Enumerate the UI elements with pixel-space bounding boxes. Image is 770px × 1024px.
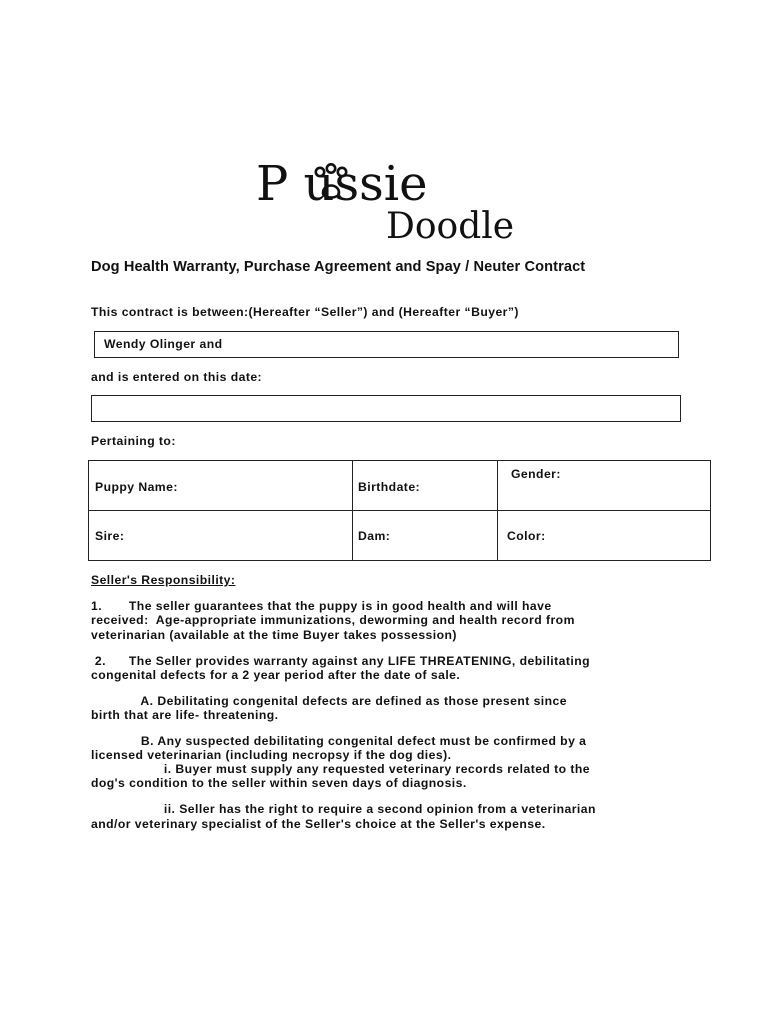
clause-2-line: 2. The Seller provides warranty against any LIFE THREATENING, debilitating	[91, 654, 590, 668]
document-title: Dog Health Warranty, Purchase Agreement and Spay / Neuter Contract	[91, 259, 586, 275]
pertaining-table	[88, 460, 711, 561]
gender-cell[interactable]	[498, 461, 711, 511]
pertaining-label: Pertaining to:	[91, 434, 176, 448]
dam-label: Dam:	[358, 529, 391, 543]
clause-b-line: B. Any suspected debilitating congenital defect must be confirmed by a	[91, 734, 587, 748]
sire-label: Sire:	[95, 529, 125, 543]
table-row	[89, 461, 711, 511]
logo-line1: P ussie	[256, 156, 428, 212]
dam-cell[interactable]	[353, 511, 498, 561]
clause-b-ii-line: ii. Seller has the right to require a second opinion from a veterinarian	[91, 802, 596, 816]
puppy-name-cell[interactable]	[89, 461, 353, 511]
clause-2-line: congenital defects for a 2 year period after the date of sale.	[91, 668, 461, 682]
color-label: Color:	[507, 529, 546, 543]
gender-label: Gender:	[511, 467, 561, 481]
parties-value: Wendy Olinger and	[104, 337, 223, 351]
date-label: and is entered on this date:	[91, 370, 263, 384]
clause-a-line: birth that are life- threatening.	[91, 708, 279, 722]
birthdate-label: Birthdate:	[358, 480, 421, 494]
clause-b-i-line: i. Buyer must supply any requested veterinary records related to the	[91, 762, 591, 776]
birthdate-cell[interactable]	[353, 461, 498, 511]
date-field[interactable]	[91, 395, 681, 422]
clause-1-line: received: Age-appropriate immunizations, deworming and health record from	[91, 613, 575, 627]
clause-b-line: licensed veterinarian (including necropsy if the dog dies).	[91, 748, 452, 762]
pawssie-doodle-logo	[250, 152, 530, 244]
responsibility-heading: Seller's Responsibility:	[91, 573, 236, 587]
puppy-name-label: Puppy Name:	[95, 480, 178, 494]
parties-field[interactable]	[94, 331, 679, 358]
sire-cell[interactable]	[89, 511, 353, 561]
clause-a-line: A. Debilitating congenital defects are defined as those present since	[91, 694, 567, 708]
logo-line2: Doodle	[386, 206, 515, 244]
table-row	[89, 511, 711, 561]
clause-b-i-line: dog's condition to the seller within seven days of diagnosis.	[91, 776, 467, 790]
parties-intro: This contract is between:(Hereafter “Seller”) and (Hereafter “Buyer”)	[91, 305, 519, 319]
color-cell[interactable]	[498, 511, 711, 561]
clause-1-line: 1. The seller guarantees that the puppy is in good health and will have	[91, 599, 552, 613]
clause-1-line: veterinarian (available at the time Buyer takes possession)	[91, 628, 457, 642]
clause-b-ii-line: and/or veterinary specialist of the Seller's choice at the Seller's expense.	[91, 817, 546, 831]
